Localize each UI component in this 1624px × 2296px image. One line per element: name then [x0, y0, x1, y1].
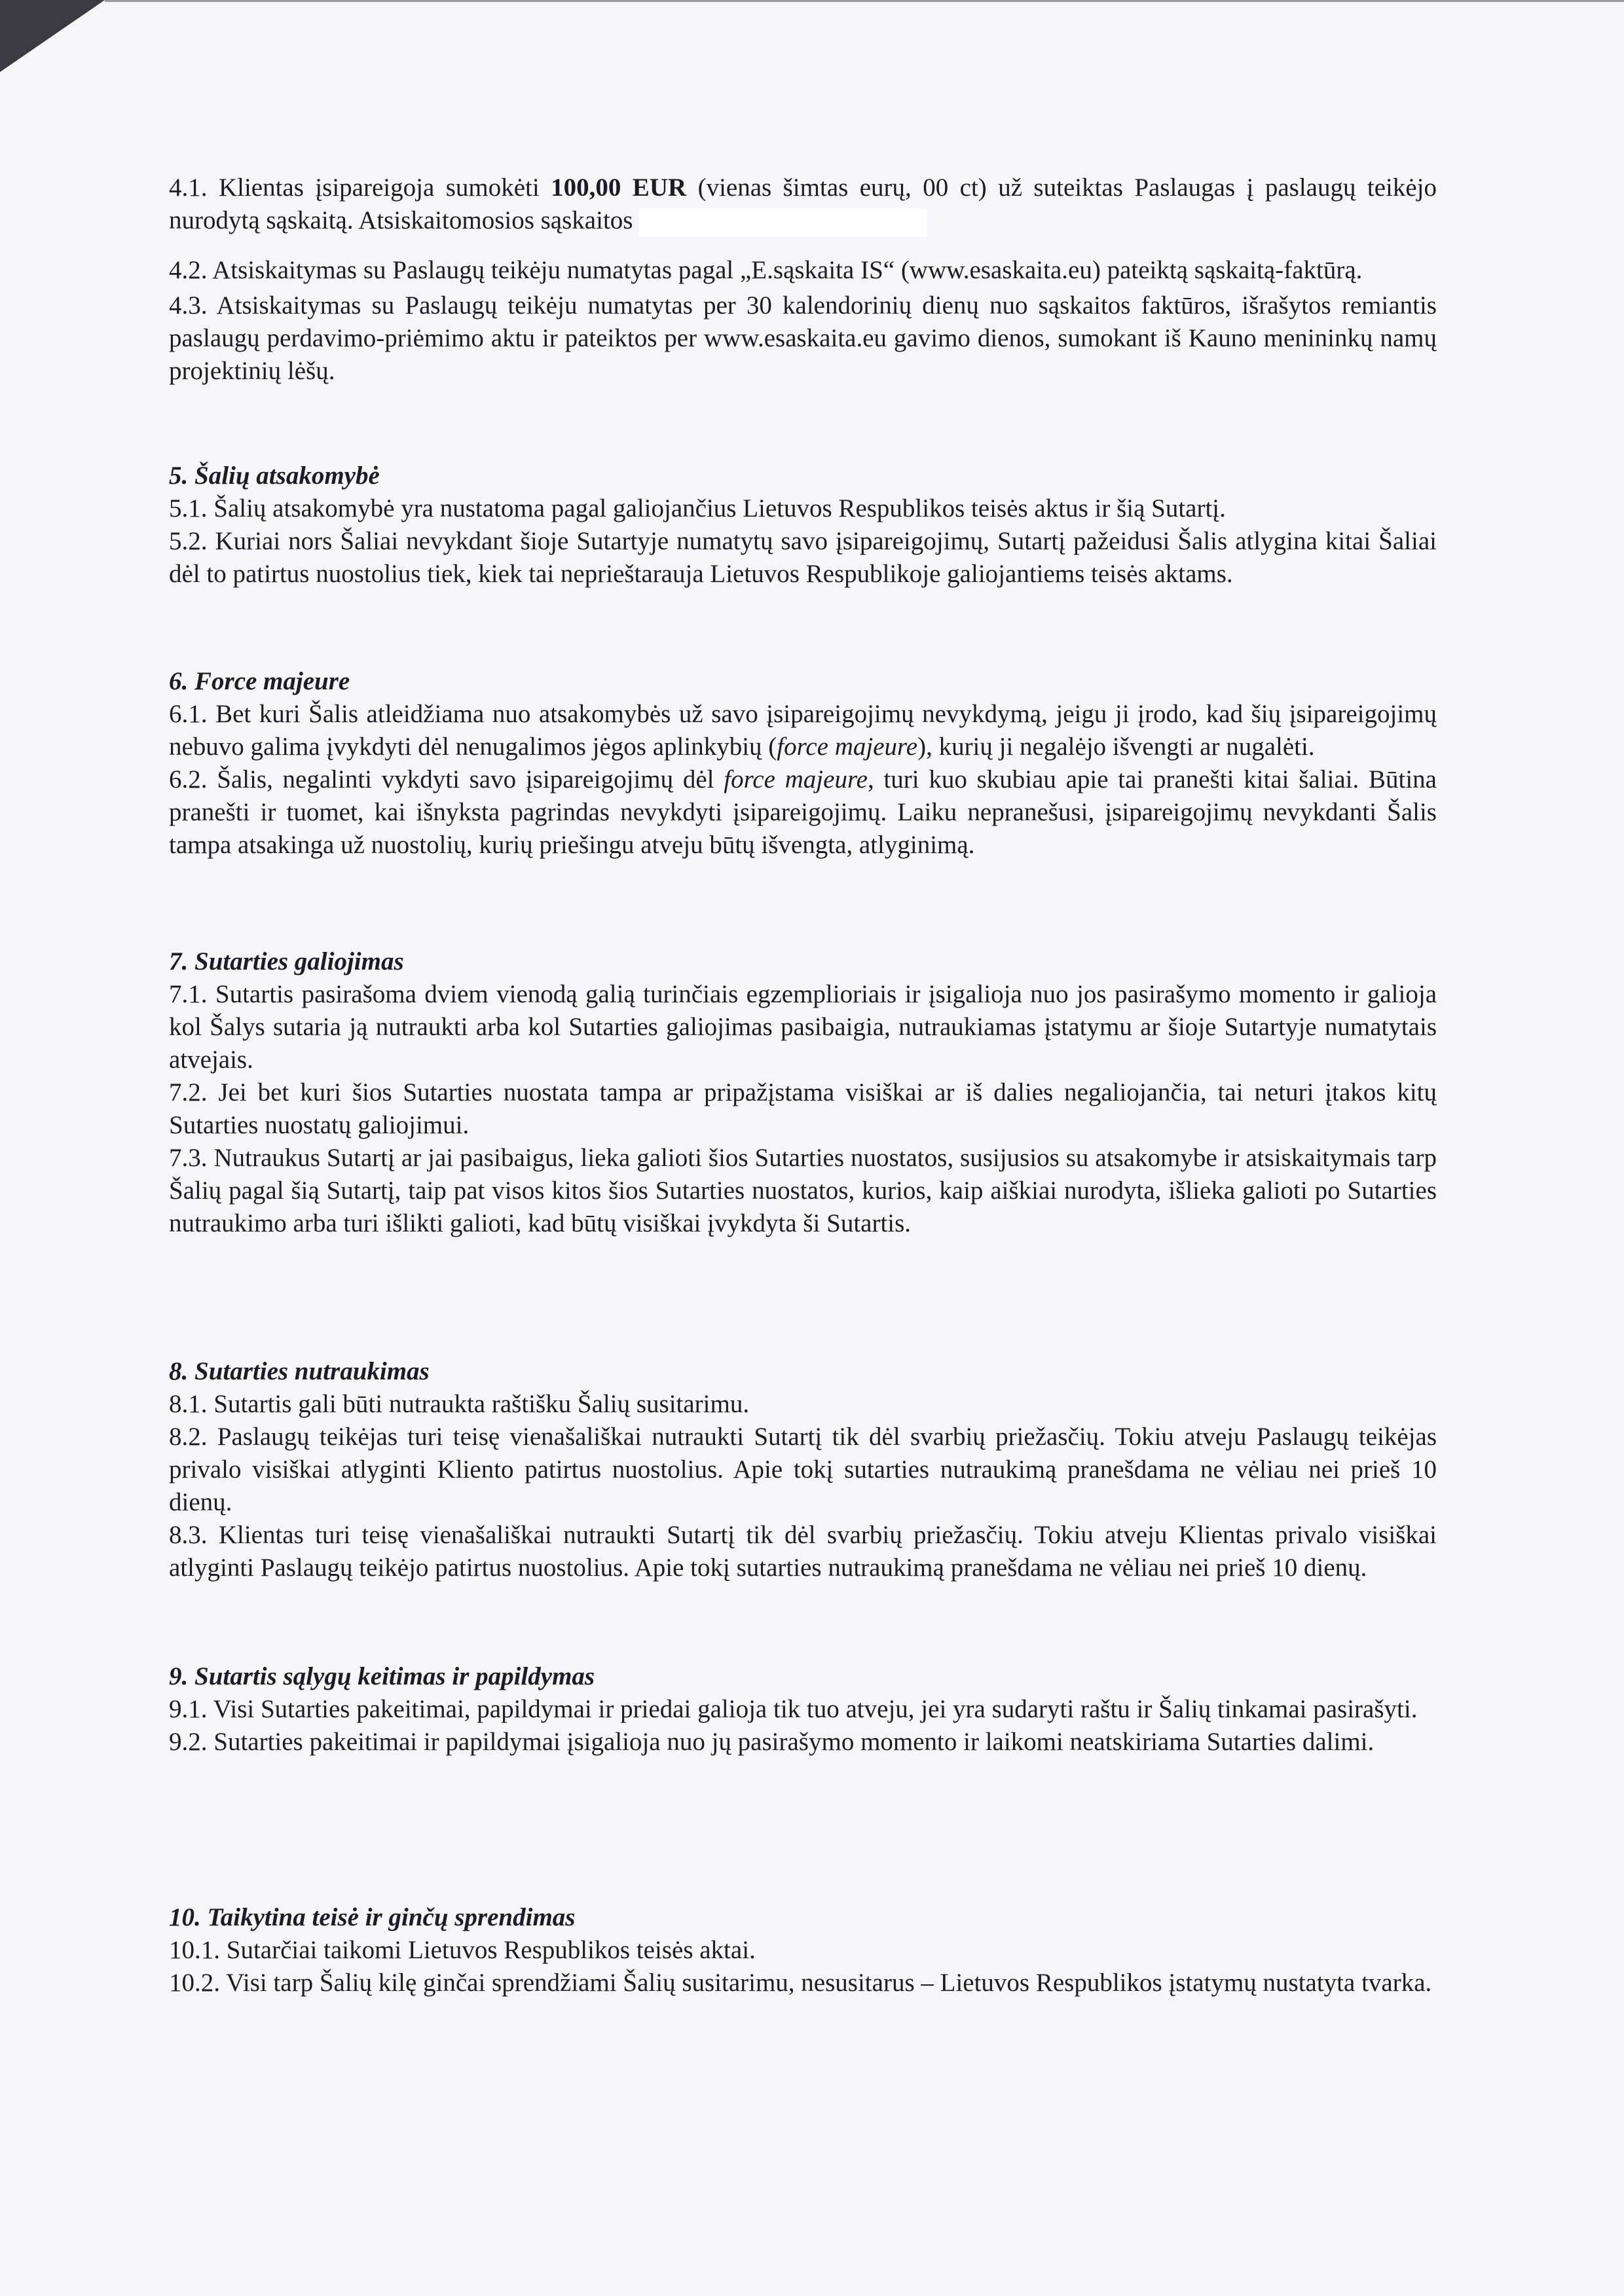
clause-text: Šalis, negalinti vykdyti savo įsipareigojimų dėl	[217, 765, 724, 793]
clause-text: Šalių atsakomybė yra nustatoma pagal galiojančius Lietuvos Respublikos teisės aktus ir šią Sutartį.	[213, 494, 1226, 522]
section-heading: 7. Sutarties galiojimas	[169, 947, 404, 975]
clause-text: , turi kuo skubiau apie tai pranešti kitai šaliai. Būtina pranešti ir tuomet, kai išnyksta pagrindas nevykdyti įsipareigojimų. Laiku nepranešusi, įsipareigojimų nevykdanti Šalis tampa atsakinga už nuostolių, kurių priešingu atveju būtų išvengta, atlyginimą.	[169, 765, 1437, 859]
clause-10-1	[169, 1934, 1437, 1967]
clause-7-1	[169, 978, 1437, 1076]
section-9-amendments	[169, 1660, 1437, 1758]
clause-number: 9.1.	[169, 1695, 208, 1723]
clause-5-2	[169, 525, 1437, 591]
clause-number: 7.3.	[169, 1144, 208, 1172]
clause-text: ), kurių ji negalėjo išvengti ar nugalėti.	[917, 733, 1315, 761]
clause-text: (vienas šimtas eurų, 00 ct) už suteiktas Paslaugas į paslaugų teikėjo nurodytą sąskaitą. Atsiskaitomosios sąskaitos	[169, 173, 1437, 234]
clause-text: Klientas turi teisę vienašališkai nutraukti Sutartį tik dėl svarbių priežasčių. Tokiu atveju Klientas privalo visiškai atlyginti Paslaugų teikėjo patirtus nuostolius. Apie tokį sutarties nutraukimą pranešdama ne vėliau nei prieš 10 dienų.	[169, 1521, 1437, 1582]
clause-number: 7.1.	[169, 980, 208, 1008]
clause-text: Atsiskaitymas su Paslaugų teikėju numatytas per 30 kalendorinių dienų nuo sąskaitos faktūros, išrašytos remiantis paslaugų perdavimo-priėmimo aktu ir pateiktos per www.esaskaita.eu gavimo dienos, sumokant iš Kauno menininkų namų projektinių lėšų.	[169, 291, 1437, 386]
clause-number: 7.2.	[169, 1078, 208, 1106]
clause-text: Bet kuri Šalis atleidžiama nuo atsakomybės už savo įsipareigojimų nevykdymą, jeigu ji įrodo, kad šių įsipareigojimų nebuvo galima įvykdyti dėl nenugalimos jėgos aplinkybių (	[169, 700, 1437, 761]
clause-4-1	[169, 172, 1437, 237]
clause-8-2	[169, 1421, 1437, 1519]
clause-text: Sutartis pasirašoma dviem vienodą galią turinčiais egzemplioriais ir įsigalioja nuo jos pasirašymo momento ir galioja kol Šalys sutaria ją nutraukti arba kol Sutarties galiojimas pasibaigia, nutraukiamas įstatymu ar šioje Sutartyje numatytais atvejais.	[169, 980, 1437, 1074]
clause-italic: force majeure	[777, 733, 918, 761]
redacted-account-number	[639, 208, 927, 237]
clause-8-1	[169, 1388, 1437, 1421]
clause-number: 8.3.	[169, 1521, 208, 1549]
clause-text: Visi Sutarties pakeitimai, papildymai ir priedai galioja tik tuo atveju, jei yra sudaryti raštu ir Šalių tinkamai pasirašyti.	[213, 1695, 1418, 1723]
clause-number: 10.1.	[169, 1936, 220, 1964]
clause-text: Atsiskaitymas su Paslaugų teikėju numatytas pagal „E.sąskaita IS“ (www.esaskaita.eu) pateiktą sąskaitą-faktūrą.	[212, 256, 1363, 285]
section-8-termination	[169, 1355, 1437, 1584]
clause-number: 5.1.	[169, 494, 208, 522]
clause-text: Nutraukus Sutartį ar jai pasibaigus, lieka galioti šios Sutarties nuostatos, susijusios su atsakomybe ir atsiskaitymais tarp Šalių pagal šią Sutartį, taip pat visos kitos šios Sutarties nuostatos, kurios, kaip aiškiai nurodyta, išlieka galioti po Sutarties nutraukimo arba turi išlikti galioti, kad būtų visiškai įvykdyta ši Sutartis.	[169, 1144, 1437, 1237]
payment-amount: 100,00 EUR	[551, 173, 687, 202]
clause-text: Paslaugų teikėjas turi teisę vienašališkai nutraukti Sutartį tik dėl svarbių priežasčių. Tokiu atveju Paslaugų teikėjas privalo visiškai atlyginti Kliento patirtus nuostolius. Apie tokį sutarties nutraukimą pranešdama ne vėliau nei prieš 10 dienų.	[169, 1423, 1437, 1516]
clause-6-2	[169, 763, 1437, 862]
clause-4-2	[169, 254, 1437, 287]
clause-number: 5.2.	[169, 527, 208, 555]
section-4-payment	[169, 172, 1437, 388]
clause-5-1	[169, 492, 1437, 525]
section-10-governing-law	[169, 1901, 1437, 1999]
scan-edge-shadow	[0, 0, 105, 72]
clause-number: 8.1.	[169, 1390, 208, 1418]
clause-italic: force majeure	[724, 765, 868, 793]
clause-9-1	[169, 1693, 1437, 1726]
clause-number: 4.3.	[169, 291, 208, 320]
section-heading: 10. Taikytina teisė ir ginčų sprendimas	[169, 1903, 576, 1931]
section-heading: 8. Sutarties nutraukimas	[169, 1357, 430, 1385]
clause-text: Sutarties pakeitimai ir papildymai įsigalioja nuo jų pasirašymo momento ir laikomi neatskiriama Sutarties dalimi.	[213, 1728, 1375, 1756]
clause-text: Kuriai nors Šaliai nevykdant šioje Sutartyje numatytų savo įsipareigojimų, Sutartį pažeidusi Šalis atlygina kitai Šaliai dėl to patirtus nuostolius tiek, kiek tai neprieštarauja Lietuvos Respublikoje galiojantiems teisės aktams.	[169, 527, 1437, 588]
clause-4-3	[169, 289, 1437, 388]
clause-text: Sutartis gali būti nutraukta raštišku Šalių susitarimu.	[213, 1390, 750, 1418]
section-7-validity	[169, 945, 1437, 1240]
clause-6-1	[169, 698, 1437, 763]
clause-text: Visi tarp Šalių kilę ginčai sprendžiami Šalių susitarimu, nesusitarus – Lietuvos Respublikos įstatymų nustatyta tvarka.	[226, 1969, 1432, 1997]
clause-number: 6.1.	[169, 700, 208, 728]
section-heading: 9. Sutartis sąlygų keitimas ir papildymas	[169, 1662, 595, 1690]
clause-text: Klientas įsipareigoja sumokėti	[218, 173, 551, 202]
section-heading: 6. Force majeure	[169, 667, 350, 695]
clause-10-2	[169, 1967, 1437, 1999]
clause-text: Jei bet kuri šios Sutarties nuostata tampa ar pripažįstama visiškai ar iš dalies negaliojančia, tai neturi įtakos kitų Sutarties nuostatų galiojimui.	[169, 1078, 1437, 1139]
section-5-liability	[169, 460, 1437, 591]
clause-7-3	[169, 1142, 1437, 1240]
section-6-force-majeure	[169, 665, 1437, 862]
clause-number: 4.1.	[169, 173, 208, 202]
clause-number: 9.2.	[169, 1728, 208, 1756]
clause-8-3	[169, 1519, 1437, 1584]
clause-7-2	[169, 1076, 1437, 1142]
clause-number: 10.2.	[169, 1969, 220, 1997]
section-heading: 5. Šalių atsakomybė	[169, 462, 380, 490]
clause-text: Sutarčiai taikomi Lietuvos Respublikos teisės aktai.	[226, 1936, 756, 1964]
scan-top-edge	[105, 0, 1624, 2]
clause-number: 6.2.	[169, 765, 208, 793]
clause-number: 8.2.	[169, 1423, 208, 1451]
clause-9-2	[169, 1726, 1437, 1758]
clause-number: 4.2.	[169, 256, 208, 285]
